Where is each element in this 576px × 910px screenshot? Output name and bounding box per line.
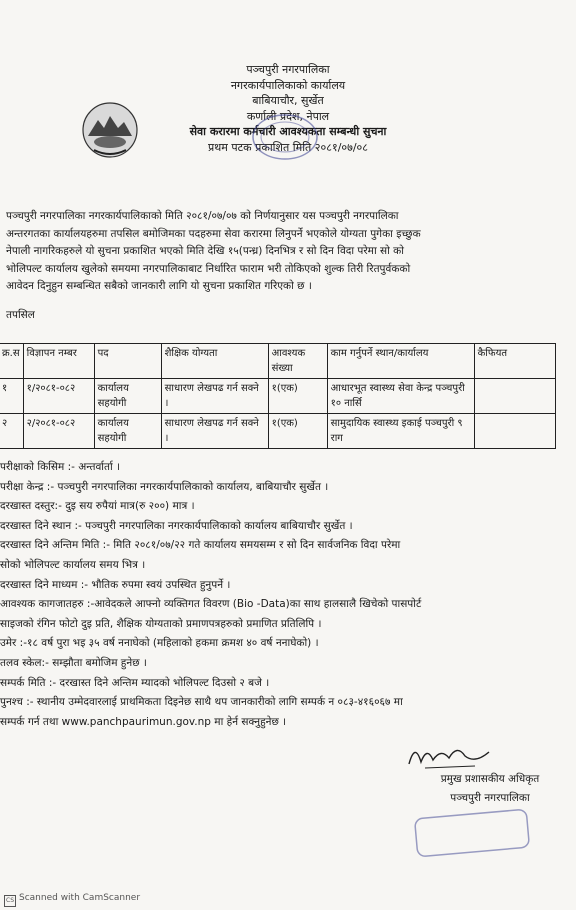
col-header-remarks: कैफियत (474, 344, 555, 379)
table-row (0, 414, 556, 449)
camscanner-icon: CS (4, 895, 16, 907)
tapasil-label: तपसिल (6, 309, 35, 321)
published-date: प्रथम पटक प्रकाशित मिति २०८१/०७/०८ (208, 140, 368, 154)
cell-qualification: साधारण लेखपढ गर्न सक्ने । (161, 379, 268, 414)
paragraph-line: अन्तरगतका कार्यालयहरुमा तपसिल बमोजिमका पदहरुमा सेवा करारमा लिनुपर्ने भएकोले योग्यता पुगेका इच्छुक (6, 227, 421, 240)
cell-workplace: आधारभूत स्वास्थ्य सेवा केन्द्र पञ्चपुरी १० नार्सि (327, 379, 474, 414)
detail-note: पुनश्च :- स्थानीय उम्मेदवारलाई प्राथमिकता दिइनेछ साथै थप जानकारीको लागि सम्पर्क न ०८३-४१६०६७ मा (0, 696, 403, 709)
cell-count: १(एक) (268, 414, 327, 449)
office-name: नगरकार्यपालिकाको कार्यालय (230, 78, 346, 92)
vacancy-table (0, 343, 556, 449)
col-header-count: आवश्यक संख्या (268, 344, 327, 379)
cell-sn: १ (0, 379, 23, 414)
cell-remarks (474, 379, 555, 414)
signatory-office: पञ्चपुरी नगरपालिका (450, 792, 530, 804)
table-header-row (0, 344, 556, 379)
cell-post: कार्यालय सहयोगी (94, 414, 161, 449)
detail-exam-center: परीक्षा केन्द्र :- पञ्चपुरी नगरपालिका नगरकार्यपालिकाको कार्यालय, बाबियाचौर सुर्खेत । (0, 480, 329, 493)
paragraph-line: पञ्चपुरी नगरपालिका नगरकार्यपालिकाको मिति २०८१/०७/०७ को निर्णयानुसार यस पञ्चपुरी नगरपालिका (6, 210, 399, 222)
table-row (0, 379, 556, 414)
office-stamp-icon (412, 808, 532, 858)
notice-paragraph (6, 208, 566, 296)
scanner-footer (4, 893, 140, 907)
detail-submission-place: दरखास्त दिने स्थान :- पञ्चपुरी नगरपालिका नगरकार्यपालिकाको कार्यालय बाबियाचौर सुर्खेत । (0, 519, 353, 532)
cell-remarks (474, 414, 555, 449)
detail-fee: दरखास्त दस्तुर:- दुइ सय रुपैयां मात्र(रु २००) मात्र । (0, 500, 195, 513)
cell-count: १(एक) (268, 379, 327, 414)
cell-post: कार्यालय सहयोगी (94, 379, 161, 414)
detail-salary: तलव स्केल:- सम्झौता बमोजिम हुनेछ । (0, 656, 147, 669)
cell-sn: २ (0, 414, 23, 449)
detail-contact-date: सम्पर्क मिति :- दरखास्त दिने अन्तिम म्यादको भोलिपल्ट दिउसो २ बजे । (0, 676, 270, 689)
paragraph-line: भोलिपल्ट कार्यालय खुलेको समयमा नगरपालिकाबाट निर्धारित फाराम भरी तोकिएको शुल्क तिरी रितपुर्वकको (6, 262, 411, 275)
detail-age: उमेर :-१८ वर्ष पुरा भइ ३५ वर्ष ननाघेको (महिलाको हकमा क्रमश ४० वर्ष ननाघेको) । (0, 637, 319, 650)
signature-block (410, 742, 570, 808)
detail-exam-type: परीक्षाको किसिम :- अन्तर्वार्ता । (0, 461, 121, 473)
detail-submission-mode: दरखास्त दिने माध्यम :- भौतिक रुपमा स्वयं उपस्थित हुनुपर्ने । (0, 578, 231, 591)
col-header-ad-number: विज्ञापन नम्बर (23, 344, 94, 379)
notice-title: सेवा करारमा कर्मचारी आवश्यकता सम्बन्धी सुचना (189, 125, 387, 138)
detail-documents-cont: साइजको रंगिन फोटो दुइ प्रति, शैक्षिक योग्यताको प्रमाणपत्रहरुको प्रमाणित प्रतिलिपि । (0, 617, 322, 630)
detail-documents: आवश्यक कागजातहरु :-आवेदकले आफ्नो व्यक्तिगत विवरण (Bio -Data)का साथ हालसालै खिचेको पासपोर्ट (0, 598, 422, 611)
paragraph-line: आवेदन दिनुहुन सम्बन्धित सबैको जानकारी लागि यो सुचना प्रकाशित गरिएको छ । (6, 280, 312, 292)
official-stamp-icon (250, 112, 320, 162)
cell-qualification: साधारण लेखपढ गर्न सक्ने । (161, 414, 268, 449)
notice-details (0, 458, 576, 732)
cell-ad-number: २/२०८१-०८२ (23, 414, 94, 449)
cell-workplace: सामुदायिक स्वास्थ्य इकाई पञ्चपुरी ९ राग (327, 414, 474, 449)
cell-ad-number: १/२०८१-०८२ (23, 379, 94, 414)
scanner-text: Scanned with CamScanner (19, 893, 141, 903)
paragraph-line: नेपाली नागरिकहरुले यो सुचना प्रकाशित भएको मिति देखि १५(पन्ध्र) दिनभित्र र सो दिन विदा परेमा सो को (6, 245, 404, 257)
detail-note-cont: सम्पर्क गर्न तथा www.panchpaurimun.gov.np मा हेर्न सक्नुहुनेछ । (0, 715, 287, 728)
col-header-sn: क्र.स (0, 344, 23, 379)
province-name: कर्णाली प्रदेश, नेपाल (246, 109, 330, 123)
signatory-title: प्रमुख प्रशासकीय अधिकृत (440, 773, 540, 785)
col-header-post: पद (94, 344, 161, 379)
municipality-name: पञ्चपुरी नगरपालिका (246, 63, 330, 76)
office-address: बाबियाचौर, सुर्खेत (252, 94, 324, 107)
col-header-workplace: काम गर्नुपर्ने स्थान/कार्यालय (327, 344, 474, 379)
detail-deadline-cont: सोको भोलिपल्ट कार्यालय समय भित्र । (0, 558, 146, 571)
detail-deadline: दरखास्त दिने अन्तिम मिति :- मिति २०८१/०७/२२ गते कार्यालय समयसम्म र सो दिन सार्वजनिक विदा परेमा (0, 539, 401, 552)
col-header-qualification: शैक्षिक योग्यता (161, 344, 268, 379)
